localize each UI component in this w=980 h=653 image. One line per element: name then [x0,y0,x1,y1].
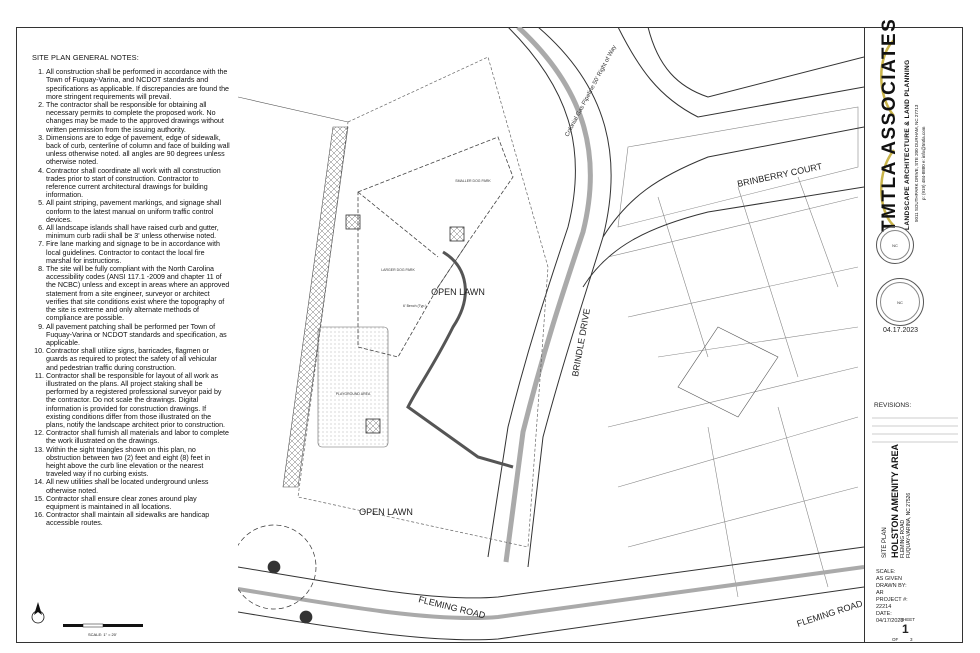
sheet-total: 3 [910,637,913,642]
drawn-value: AR [876,590,884,596]
label-open-lawn-2: OPEN LAWN [359,507,413,517]
project-road: FLEMING ROAD [900,519,906,558]
label-brinberry-court: BRINBERRY COURT [736,161,824,189]
note-item: 4. Contractor shall coordinate all work with all construction trades prior to start of construction. Contractor to reference current architectural drawings for building information. [46,167,230,200]
note-item: 8. The site will be fully compliant with the North Carolina accessibility codes (ANSI 117.1 -2009 and chapter 11 of the NCBC) unless and except in areas where an approved statement from a site engineer, surveyor or architect verifies that site conditions exist where the topography of the site is extreme and only alternate methods of compliance are possible. [46,265,230,322]
note-item: 6. All landscape islands shall have raised curb and gutter, minimum curb radii shall be 3' unless otherwise noted. [46,224,230,240]
project-value: 22214 [876,604,892,610]
sheet-number: 1 [902,622,909,636]
note-item: 12. Contractor shall furnish all materials and labor to complete the work illustrated on the drawings. [46,429,230,445]
note-item: 15. Contractor shall ensure clear zones around play equipment is maintained in all locations. [46,495,230,511]
notes-list [20,68,230,527]
sheet-key: SHEET [900,617,916,622]
scale-label: SCALE: 1" = 20' [88,632,117,637]
north-arrow-icon [31,602,45,628]
firm-address: 5011 SOUTHPARK DRIVE, STE 200 DURHAM, NC 27713 [914,104,919,222]
nc-seal-top: NC [876,226,914,264]
project-key: PROJECT #: [876,597,908,603]
street-brindle [488,27,864,567]
firm-contact: p: (919) 484-8880 e: info@tmtla.com [921,126,926,200]
note-item: 2. The contractor shall be responsible for obtaining all necessary permits to complete the proposed work. No changes may be made to the approved drawings without written permission from the issuing authority. [46,101,230,134]
label-fleming-road-2: FLEMING ROAD [795,598,864,629]
note-item: 16. Contractor shall maintain all sidewalks are handicap accessible routes. [46,511,230,527]
note-item: 9. All pavement patching shall be performed per Town of Fuquay-Varina or NCDOT standards and specification, as applicable. [46,323,230,348]
project-name: HOLSTON AMENITY AREA [890,443,900,558]
date-value: 04/17/2023 [876,618,904,624]
label-smaller-dog-park: SMALLER DOG PARK [455,179,491,183]
note-item: 5. All paint striping, pavement markings, and signage shall conform to the latest manual on uniform traffic control devices. [46,199,230,224]
firm-name: TMTLA ASSOCIATES [879,17,900,232]
firm-subtitle: LANDSCAPE ARCHITECTURE & LAND PLANNING [904,59,911,230]
note-item: 11. Contractor shall be responsible for layout of all work as illustrated on the plans. All project staking shall be performed by a registered professional surveyor paid by the contractor. Do not scale the drawings. Digital information is provided for construction drawings. If existing conditions differ from those illustrated on the plans, notify the landscape architect prior to construction. [46,372,230,429]
sidewalk [408,252,513,467]
label-fleming-road-1: FLEMING ROAD [417,594,487,621]
revisions-label: REVISIONS: [874,402,912,409]
scale-key: SCALE: [876,569,896,575]
sheet-of: OF [892,637,899,642]
seal-date: 04.17.2023 [883,327,919,334]
notes-title: SITE PLAN GENERAL NOTES: [32,53,139,62]
general-notes [20,54,230,528]
drawn-key: DRAWN BY: [876,583,907,589]
dog-park-fencing [358,137,513,357]
lot-parcels [608,107,858,597]
note-item: 7. Fire lane marking and signage to be in accordance with local guidelines. Contractor to contact the local fire marshal for instructions. [46,240,230,265]
scale-bar [63,622,153,640]
note-item: 3. Dimensions are to edge of pavement, edge of sidewalk, back of curb, centerline of column and face of building wall unless otherwise noted. all angles are 90 degrees unless otherwise noted. [46,134,230,167]
note-item: 13. Within the sight triangles shown on this plan, no obstruction between two (2) feet and eight (8) feet in height above the curb line elevation or the nearest traveled way if no curbing exists. [46,446,230,479]
label-bench: 6' Bench (Typ.) [403,304,427,308]
note-item: 14. All new utilities shall be located underground unless otherwise noted. [46,478,230,494]
project-city: FUQUAY-VARINA, NC 27526 [906,492,912,558]
scale-value: AS GIVEN [876,576,902,582]
fleming-road [238,547,864,640]
nc-seal-bottom: NC [876,278,924,326]
label-brindle-drive: BRINDLE DRIVE [570,307,592,378]
label-playground: PLAYGROUND AREA [335,392,371,396]
label-larger-dog-park: LARGER DOG PARK [381,268,415,272]
note-item: 1. All construction shall be performed in accordance with the Town of Fuquay-Varina, and NCDOT standards and specifications as applicable. If discrepancies are found the more stringent requirements will prevail. [46,68,230,101]
sheet-type: SITE PLAN [882,527,888,558]
label-open-lawn-1: OPEN LAWN [431,287,485,297]
revision-lines [870,414,960,454]
date-key: DATE: [876,611,892,617]
label-pipeline: Colonial Gas Pipeline 50' Right of Way [564,44,618,138]
site-plan-drawing [238,27,864,643]
note-item: 10. Contractor shall utilize signs, barricades, flagmen or guards as required to protect the safety of all vehicular and pedestrian traffic during construction. [46,347,230,372]
